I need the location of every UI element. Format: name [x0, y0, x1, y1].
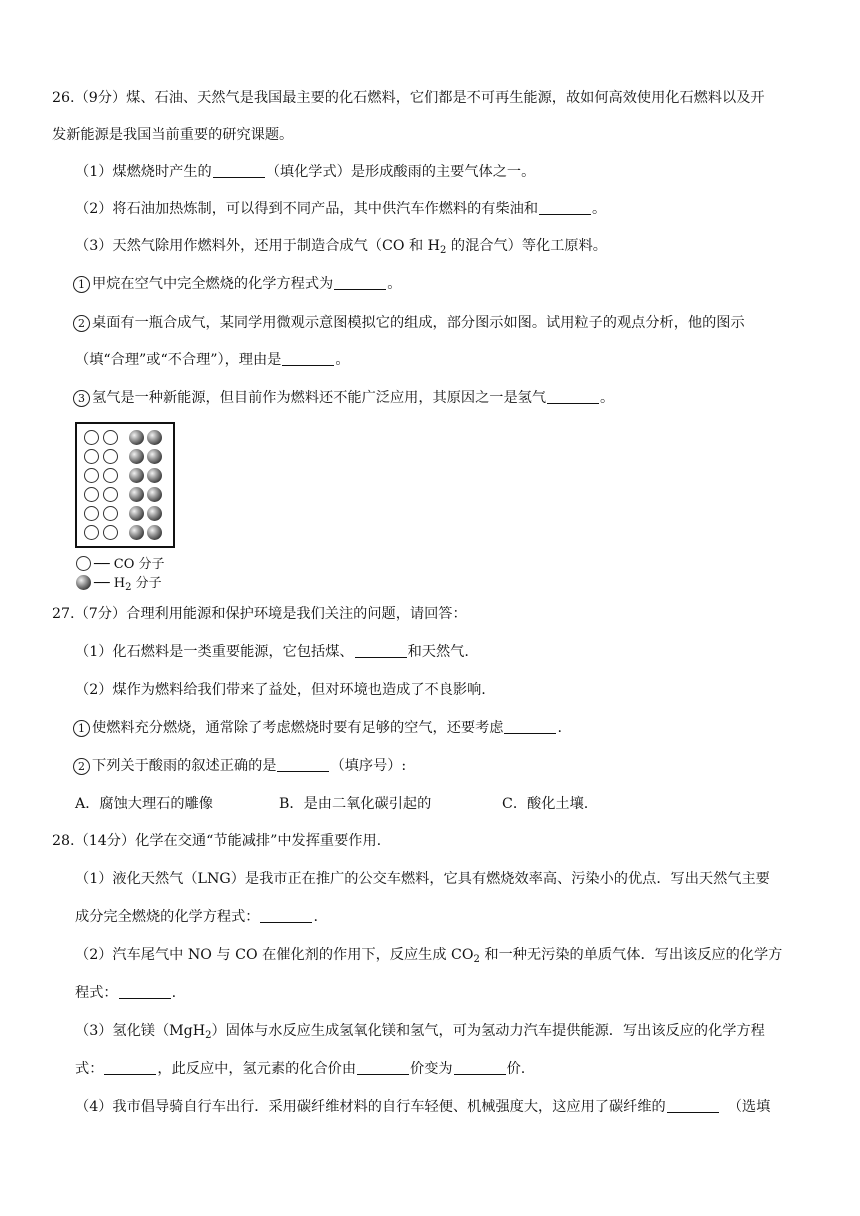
- q27-sub2-text-b: （填序号）:: [330, 758, 407, 774]
- q28-part2-text-a: （2）汽车尾气中 NO 与 CO 在催化剂的作用下，反应生成 CO: [75, 947, 474, 963]
- co-molecule-icon: [103, 449, 118, 464]
- q26-sub3: [73, 388, 614, 408]
- h2-molecule-icon: [147, 525, 162, 540]
- q26-part1-text-a: （1）煤燃烧时产生的: [75, 164, 212, 180]
- circled-number: 3: [73, 390, 90, 407]
- q26-sub2-text-c: 。: [335, 352, 350, 368]
- q28-part2-line2: [75, 983, 176, 1003]
- legend-co-label: ── CO 分子: [94, 557, 165, 572]
- q28-part3-text-d: ，此反应中，氢元素的化合价由: [157, 1061, 357, 1077]
- q26-stem-line1: 26.（9分）煤、石油、天然气是我国最主要的化石燃料，它们都是不可再生能源，故如何高效使用化石燃料以及开: [52, 90, 765, 106]
- q27-part1-text-a: （1）化石燃料是一类重要能源，它包括煤、: [75, 644, 354, 660]
- q27-part1: [75, 642, 469, 662]
- molecule-diagram: [75, 422, 175, 548]
- answer-blank[interactable]: [357, 1060, 409, 1075]
- answer-blank[interactable]: [104, 1060, 156, 1075]
- q26-sub2: [73, 313, 745, 333]
- q28-part4-text-a: （4）我市倡导骑自行车出行．采用碳纤维材料的自行车轻便、机械强度大，这应用了碳纤维的: [75, 1099, 666, 1115]
- co-molecule-icon: [84, 506, 99, 521]
- subscript: 2: [205, 1030, 212, 1041]
- q26-sub1: [73, 274, 401, 294]
- q28-part3-text-a: （3）氢化镁（MgH: [75, 1023, 206, 1039]
- co-molecule-icon: [76, 556, 91, 571]
- h2-molecule-icon: [147, 487, 162, 502]
- q28-part1-line1: （1）液化天然气（LNG）是我市正在推广的公交车燃料，它具有燃烧效率高、污染小的优点．写出天然气主要: [75, 871, 770, 887]
- q28-part2-text-d: .: [171, 985, 177, 1001]
- q26-part1-text-b: （填化学式）是形成酸雨的主要气体之一。: [265, 164, 536, 180]
- q26-stem-line2: 发新能源是我国当前重要的研究课题。: [52, 127, 294, 143]
- h2-molecule-icon: [129, 430, 144, 445]
- legend-h2-label-a: ── H: [94, 576, 126, 591]
- h2-molecule-icon: [147, 506, 162, 521]
- q28-part3-line2: [75, 1059, 525, 1079]
- q27-part2: （2）煤作为燃料给我们带来了益处，但对环境也造成了不良影响.: [75, 682, 486, 698]
- co-molecule-icon: [103, 487, 118, 502]
- answer-blank[interactable]: [547, 389, 599, 404]
- q28-part2-line1: [75, 945, 782, 965]
- q28-part4-text-b: （选填: [727, 1099, 771, 1115]
- circled-number: 1: [73, 720, 90, 737]
- q26-part3: [75, 236, 607, 256]
- q26-part3-text-b: 的混合气）等化工原料。: [446, 238, 607, 254]
- subscript: 2: [125, 582, 132, 593]
- h2-molecule-icon: [76, 575, 91, 590]
- h2-molecule-icon: [129, 506, 144, 521]
- co-molecule-icon: [84, 487, 99, 502]
- q26-sub2-text-b: （填“合理”或“不合理”），理由是: [75, 352, 282, 368]
- co-molecule-icon: [103, 525, 118, 540]
- answer-blank[interactable]: [667, 1098, 719, 1113]
- h2-molecule-icon: [147, 430, 162, 445]
- co-molecule-icon: [84, 525, 99, 540]
- h2-molecule-icon: [129, 487, 144, 502]
- circled-number: 2: [73, 758, 90, 775]
- q28-part3-text-e: 价变为: [410, 1061, 453, 1077]
- co-molecule-icon: [103, 468, 118, 483]
- co-molecule-icon: [84, 468, 99, 483]
- q26-sub1-text-b: 。: [387, 276, 402, 292]
- q27-option-b: B．是由二氧化碳引起的: [279, 796, 432, 812]
- answer-blank[interactable]: [277, 757, 329, 772]
- q28-part1-text-b: .: [313, 909, 318, 925]
- q27-stem: 27.（7分）合理利用能源和保护环境是我们关注的问题，请回答：: [52, 606, 467, 622]
- q27-sub1: [73, 718, 562, 738]
- h2-molecule-icon: [147, 449, 162, 464]
- h2-molecule-icon: [147, 468, 162, 483]
- answer-blank[interactable]: [454, 1060, 506, 1075]
- q28-part1-line2: [75, 907, 318, 927]
- h2-molecule-icon: [129, 525, 144, 540]
- q28-part2-text-b: 和一种无污染的单质气体．写出该反应的化学方: [479, 947, 783, 963]
- q28-stem: 28.（14分）化学在交通“节能减排”中发挥重要作用.: [52, 833, 382, 849]
- answer-blank[interactable]: [119, 984, 171, 999]
- answer-blank[interactable]: [260, 908, 312, 923]
- q26-sub2-line2: [75, 350, 350, 370]
- co-molecule-icon: [103, 430, 118, 445]
- answer-blank[interactable]: [504, 719, 556, 734]
- q28-part1-text-a: 成分完全燃烧的化学方程式：: [75, 909, 260, 925]
- h2-molecule-icon: [129, 449, 144, 464]
- q28-part3-line1: [75, 1021, 765, 1041]
- h2-molecule-icon: [129, 468, 144, 483]
- q26-sub3-text-b: 。: [600, 390, 615, 406]
- q26-sub3-text-a: 氢气是一种新能源，但目前作为燃料还不能广泛应用，其原因之一是氢气: [92, 390, 547, 406]
- q27-part1-text-b: 和天然气.: [407, 644, 469, 660]
- legend-co: [76, 556, 165, 573]
- q26-part2: [75, 199, 606, 219]
- answer-blank[interactable]: [213, 163, 265, 178]
- subscript: 2: [473, 954, 480, 965]
- q26-sub1-text-a: 甲烷在空气中完全燃烧的化学方程式为: [92, 276, 334, 292]
- answer-blank[interactable]: [282, 351, 334, 366]
- co-molecule-icon: [103, 506, 118, 521]
- q27-option-c: C．酸化土壤.: [502, 796, 589, 812]
- circled-number: 2: [73, 315, 90, 332]
- q26-part2-text-a: （2）将石油加热炼制，可以得到不同产品，其中供汽车作燃料的有柴油和: [75, 201, 539, 217]
- q26-part1: [75, 162, 535, 182]
- q28-part3-text-f: 价.: [506, 1061, 526, 1077]
- legend-h2: [76, 575, 162, 592]
- legend-h2-label-b: 分子: [131, 576, 162, 591]
- q26-part3-text-a: （3）天然气除用作燃料外，还用于制造合成气（CO 和 H: [75, 238, 441, 254]
- q27-sub1-text-b: .: [557, 720, 562, 736]
- answer-blank[interactable]: [539, 200, 591, 215]
- q27-option-a: A．腐蚀大理石的雕像: [75, 796, 213, 812]
- q26-part2-text-b: 。: [592, 201, 607, 217]
- q28-part3-text-c: 式：: [75, 1061, 104, 1077]
- answer-blank[interactable]: [355, 643, 407, 658]
- co-molecule-icon: [84, 430, 99, 445]
- q28-part3-text-b: ）固体与水反应生成氢氧化镁和氢气，可为氢动力汽车提供能源．写出该反应的化学方程: [211, 1023, 765, 1039]
- q27-sub2: [73, 756, 406, 776]
- q28-part2-text-c: 程式：: [75, 985, 118, 1001]
- answer-blank[interactable]: [334, 275, 386, 290]
- circled-number: 1: [73, 276, 90, 293]
- q27-sub2-text-a: 下列关于酸雨的叙述正确的是: [92, 758, 277, 774]
- subscript: 2: [440, 245, 447, 256]
- q27-sub1-text-a: 使燃料充分燃烧，通常除了考虑燃烧时要有足够的空气，还要考虑: [92, 720, 504, 736]
- q28-part4: [75, 1097, 770, 1117]
- q26-sub2-text-a: 桌面有一瓶合成气，某同学用微观示意图模拟它的组成，部分图示如图。试用粒子的观点分析，他的图示: [92, 315, 745, 331]
- co-molecule-icon: [84, 449, 99, 464]
